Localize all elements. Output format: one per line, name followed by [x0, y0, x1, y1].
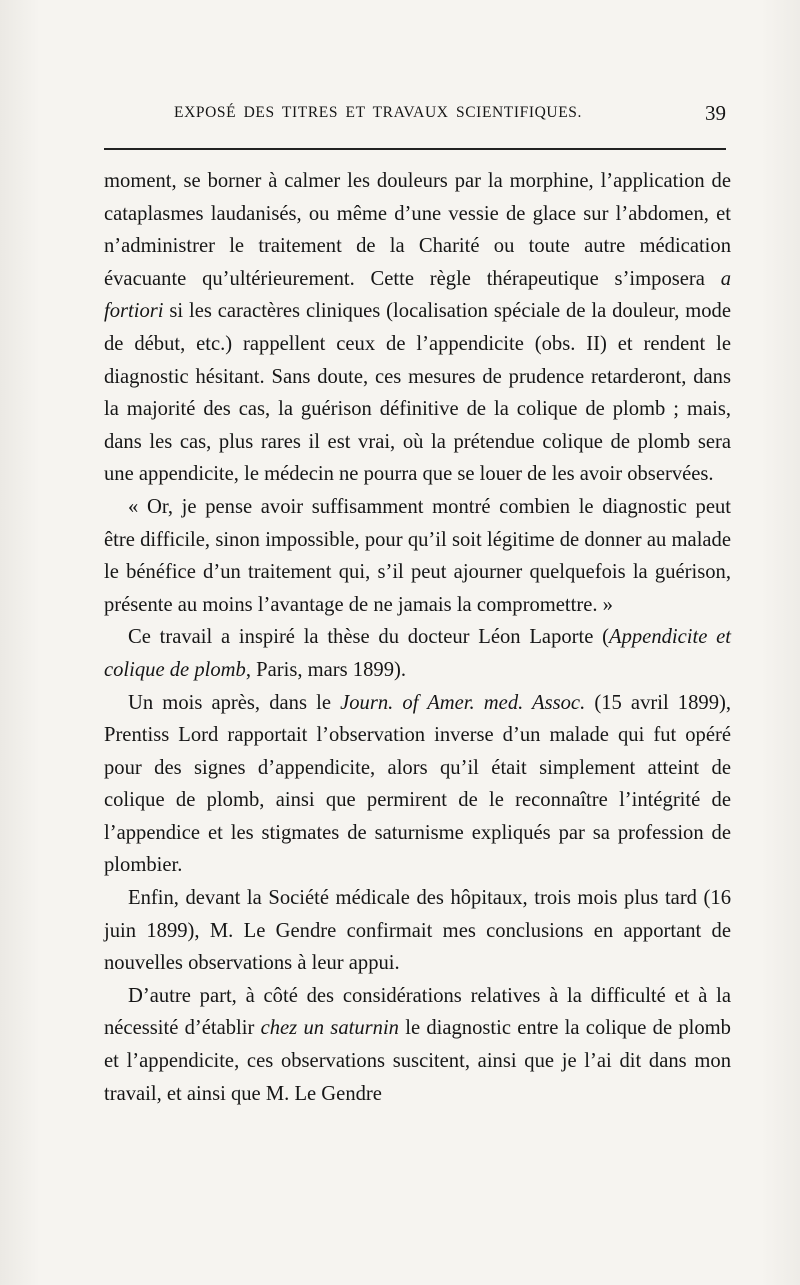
paragraph-legendre	[104, 882, 731, 980]
text-run: (15 avril 1899), Prentiss Lord rapportait l’observation inverse d’un malade qui fut opéré pour des signes d’appendicite, alors qu’il était simplement atteint de colique de plomb, ainsi que permirent de le reconnaître l’intégrité de l’appendice et les stigmates de saturnisme expliqués par sa profession de plombier.	[104, 691, 731, 877]
italic-run: chez un saturnin	[260, 1017, 399, 1040]
italic-run: a fortiori	[104, 267, 731, 323]
header-rule	[104, 148, 726, 150]
italic-run: Appendicite et colique de plomb	[104, 626, 731, 681]
body-text	[104, 165, 731, 1110]
paragraph-dautre-part	[104, 980, 731, 1110]
paragraph-continuation	[104, 165, 731, 491]
italic-run: Journ. of Amer. med. Assoc.	[340, 691, 586, 714]
paragraph-laporte	[104, 621, 731, 686]
running-header	[104, 101, 728, 130]
page-number: 39	[705, 101, 726, 125]
text-run: , Paris, mars 1899).	[245, 658, 406, 681]
text-run: Enfin, devant la Société médicale des hôpitaux, trois mois plus tard (16 juin 1899), M. Le Gendre confirmait mes conclusions en apportant de nouvelles observations à leur appui.	[104, 887, 731, 975]
text-run: si les caractères cliniques (localisation spéciale de la douleur, mode de début, etc.) rappellent ceux de l’appendicite (obs. II) et rendent le diagnostic hésitant. Sans doute, ces mesures de prudence retarderont, dans la majorité des cas, la guérison définitive de la colique de plomb ; mais, dans les cas, plus rares il est vrai, où la prétendue colique de plomb sera une appendicite, le médecin ne pourra que se louer de les avoir observées.	[104, 300, 731, 486]
text-run: moment, se borner à calmer les douleurs par la morphine, l’application de cataplasmes laudanisés, ou même d’une vessie de glace sur l’abdomen, et n’administrer le traitement de la Charité ou toute autre médication évacuante qu’ultérieurement. Cette règle thérapeutique s’imposera	[104, 170, 731, 290]
text-run: Un mois après, dans le	[128, 691, 341, 714]
running-title: EXPOSÉ DES TITRES ET TRAVAUX SCIENTIFIQUES.	[174, 104, 582, 121]
text-run: D’autre part, à côté des considérations relatives à la difficulté et à la nécessité d’établir	[104, 984, 731, 1040]
text-run: « Or, je pense avoir suffisamment montré combien le diagnostic peut être difficile, sinon impossible, pour qu’il soit légitime de donner au malade le bénéfice d’un traitement qui, s’il peut ajourner quelquefois la guérison, présente au moins l’avantage de ne jamais la compromettre. »	[104, 495, 731, 616]
text-run: le diagnostic entre la colique de plomb et l’appendicite, ces observations suscitent, ainsi que je l’ai dit dans mon travail, et ainsi que M. Le Gendre	[104, 1017, 731, 1105]
paragraph-quote	[104, 491, 731, 621]
paragraph-lord	[104, 687, 731, 883]
text-run: Ce travail a inspiré la thèse du docteur Léon Laporte (	[128, 626, 609, 649]
